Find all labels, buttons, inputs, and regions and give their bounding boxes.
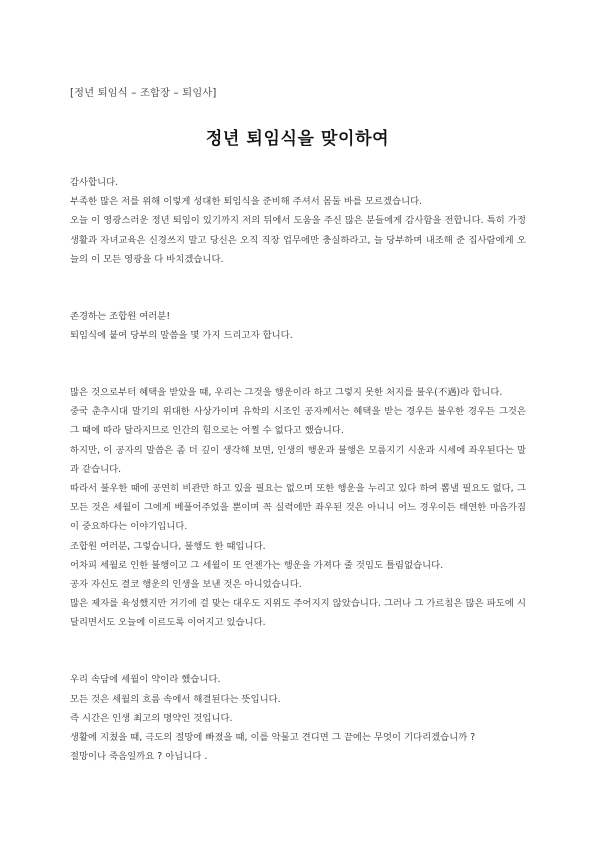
paragraph-spacer — [70, 278, 526, 297]
document-header: [정년 퇴임식 – 조합장 – 퇴임사] — [70, 88, 217, 99]
paragraph: 많은 제자를 육성했지만 거기에 걸 맞는 대우도 지위도 주어지지 않았습니다. 그러나 그 가르침은 많은 파도에 시달리면서도 오늘에 이르도록 이어지고 있습니다. — [70, 598, 526, 629]
paragraph-spacer — [70, 355, 526, 374]
paragraph: 생활에 지쳤을 때, 극도의 절망에 빠졌을 때, 이를 악물고 견디면 그 끝에는 무엇이 기다리겠습니까 ? — [70, 732, 476, 744]
document-body — [70, 173, 526, 766]
paragraph: 많은 것으로부터 혜택을 받았을 때, 우리는 그것을 행운이라 하고 그렇지 못한 처지를 불우(不遇)라 합니다. — [70, 386, 503, 398]
paragraph: 즉 시간은 인생 최고의 명약인 것입니다. — [70, 712, 233, 724]
paragraph: 퇴임식에 붙여 당부의 말씀을 몇 가지 드리고자 합니다. — [70, 330, 293, 341]
paragraph: 부족한 많은 저를 위해 이렇게 성대한 퇴임식을 준비해 주셔서 몸둘 바를 모르겠습니다. — [70, 196, 423, 208]
paragraph: 따라서 불우한 때에 공연히 비관만 하고 있을 필요는 없으며 또한 행운을 누리고 있다 하여 뽐낼 필요도 없다, 그 모든 것은 세월이 그에게 베풀어주었을 뿐이며 꼭 실력에만 좌우된 것은 아니니 어느 경우이든 태연한 마음가짐이 중요하다는 이야기입니다. — [70, 483, 526, 533]
paragraph: 조합원 여러분, 그렇습니다, 불행도 한 때입니다. — [70, 540, 266, 552]
paragraph: 감사합니다. — [70, 177, 119, 188]
paragraph: 하지만, 이 공자의 말씀은 좀 더 깊이 생각해 보면, 인생의 행운과 불행은 모름지기 시운과 시세에 좌우된다는 말과 같습니다. — [70, 444, 526, 475]
document-title: 정년 퇴임식을 맞이하여 — [205, 129, 390, 149]
paragraph: 중국 춘추시대 말기의 위대한 사상가이며 유학의 시조인 공자께서는 혜택을 받는 경우든 불우한 경우든 그것은 그 때에 따라 달라지므로 인간의 힘으로는 어쩔 수 없다고 했습니다. — [70, 406, 526, 437]
paragraph: 모든 것은 세월의 흐름 속에서 해결된다는 뜻입니다. — [70, 693, 281, 705]
paragraph: 오늘 이 영광스러운 정년 퇴임이 있기까지 저의 뒤에서 도움을 주신 많은 분들에게 감사함을 전합니다. 특히 가정생활과 자녀교육은 신경쓰지 말고 당신은 오직 직장 업무에만 충실하라고, 늘 당부하며 내조해 준 집사람에게 오늘의 이 모든 영광을 다 바치겠습니다. — [70, 215, 526, 265]
paragraph-spacer — [70, 642, 526, 661]
paragraph: 존경하는 조합원 여러분! — [70, 310, 171, 322]
paragraph: 절망이나 죽음일까요 ? 아닙니다 . — [70, 751, 208, 763]
paragraph: 공자 자신도 결코 행운의 인생을 보낸 것은 아니었습니다. — [70, 579, 302, 591]
paragraph: 어차피 세월로 인한 불행이고 그 세월이 또 언젠가는 행운을 가져다 줄 것임도 틀림없습니다. — [70, 559, 444, 571]
paragraph: 우리 속담에 세월이 약이라 했습니다. — [70, 674, 221, 686]
